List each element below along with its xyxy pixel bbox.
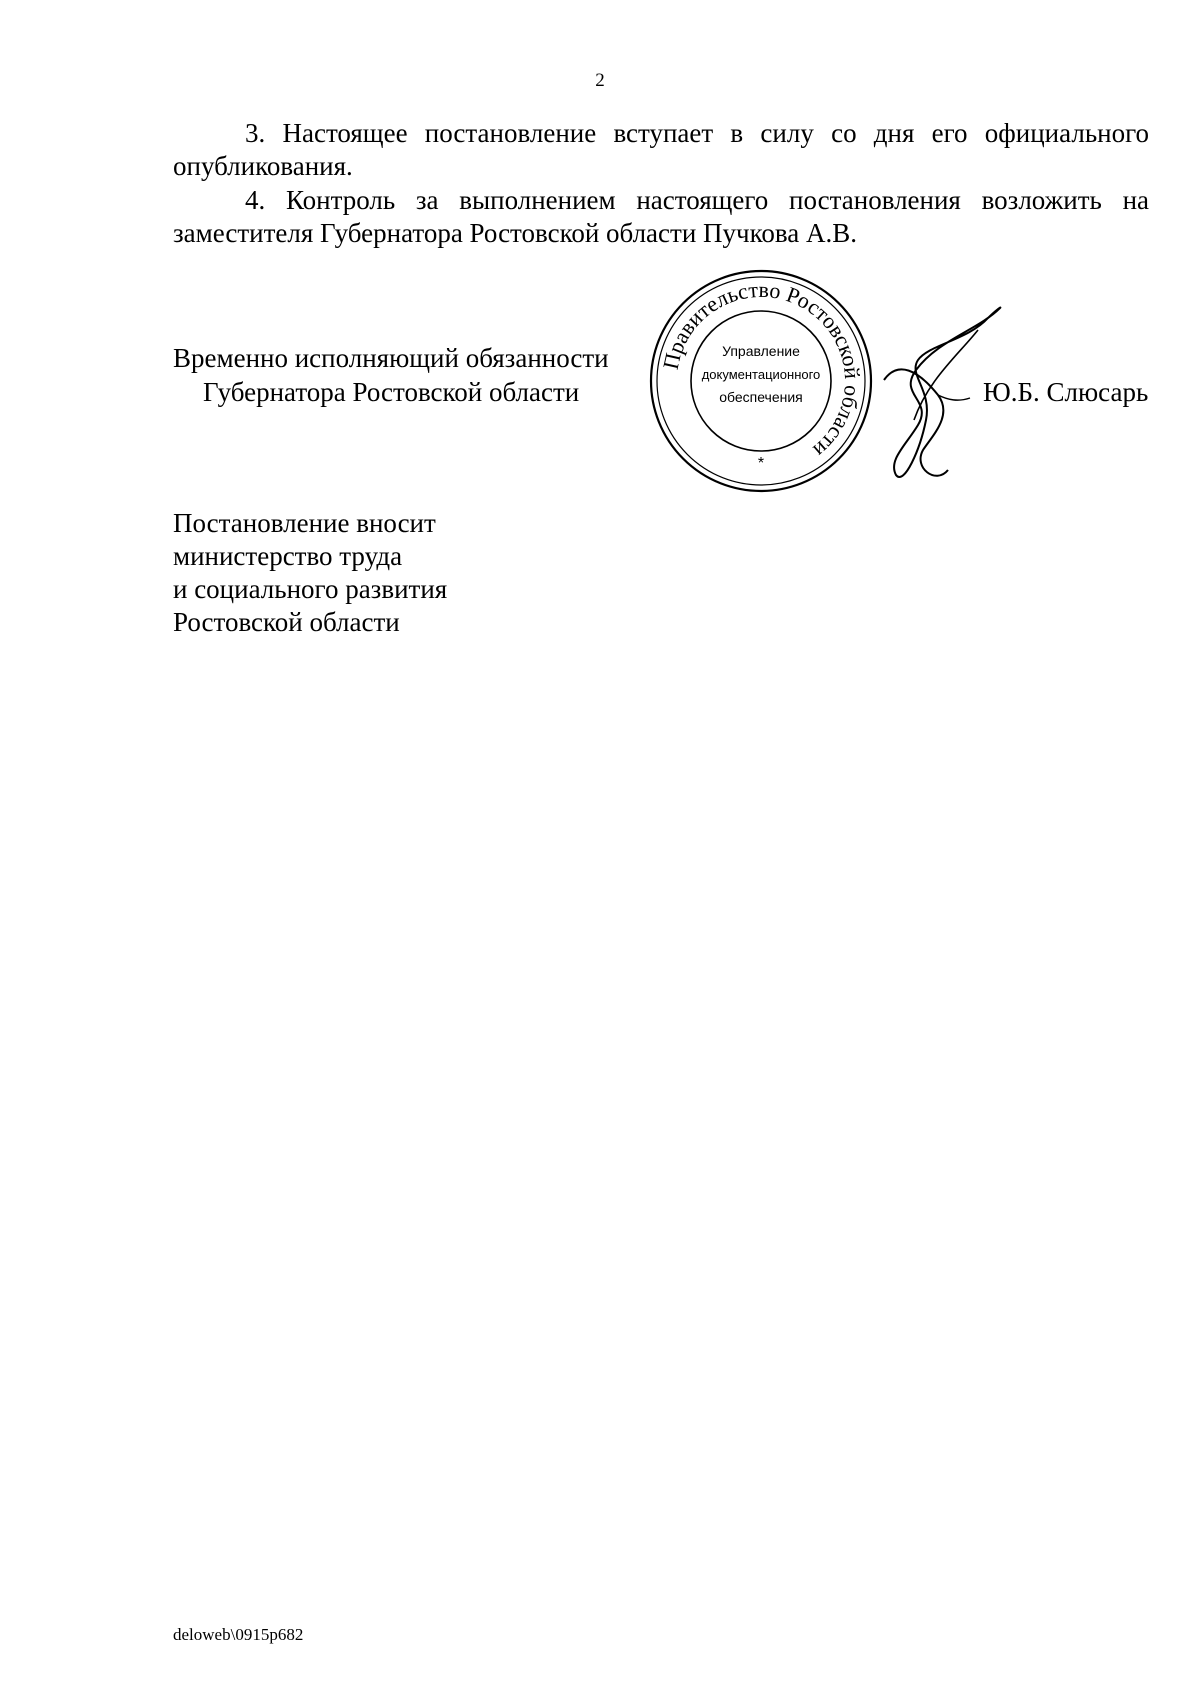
paragraph-3: 3. Настоящее постановление вступает в силу со дня его официального опубликования.: [173, 118, 1149, 181]
submitter-line2: министерство труда: [173, 541, 403, 571]
submitter-line1: Постановление вносит: [173, 508, 436, 538]
page-number: 2: [595, 70, 605, 91]
seal-center-line3: обеспечения: [719, 389, 803, 405]
seal-star: *: [757, 455, 765, 472]
official-seal: [648, 268, 874, 494]
document-reference: deloweb\0915p682: [173, 1625, 304, 1644]
signatory-position-line2: Губернатора Ростовской области: [203, 377, 580, 407]
seal-ring-text: Правительство Ростовской области: [657, 276, 866, 464]
submitter-line3: и социального развития: [173, 574, 448, 604]
submitter-line4: Ростовской области: [173, 607, 400, 637]
seal-center-line1: Управление: [722, 343, 800, 359]
signatory-position-line1: Временно исполняющий обязанности: [173, 343, 609, 373]
signatory-name: Ю.Б. Слюсарь: [983, 377, 1149, 407]
seal-center-line2: документационного: [701, 367, 821, 382]
paragraph-4: 4. Контроль за выполнением настоящего постановления возложить на заместителя Губернатора Ростовской области Пучкова А.В.: [173, 185, 1149, 248]
submitter-block: [173, 507, 447, 639]
